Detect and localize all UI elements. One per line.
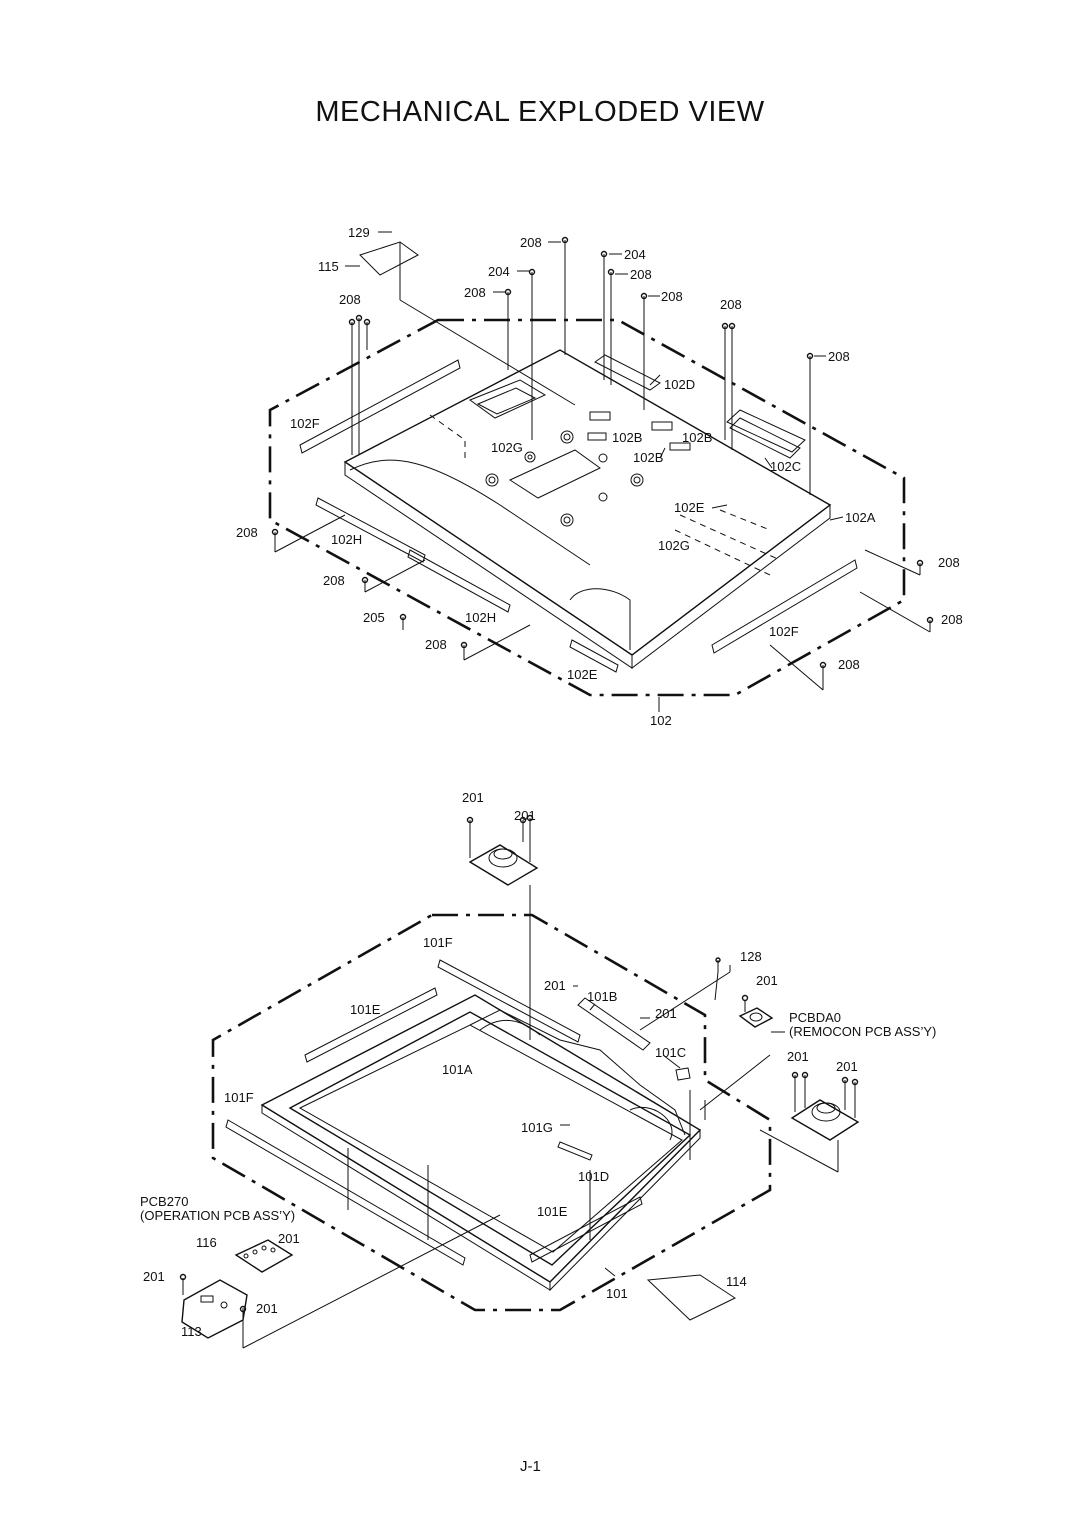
callout-102B: 102B: [633, 450, 664, 465]
front-cabinet-101: [262, 995, 700, 1290]
callout-101A: 101A: [442, 1062, 473, 1077]
callout-204: 204: [624, 247, 646, 262]
callout-102B: 102B: [612, 430, 643, 445]
callout-208: 208: [323, 573, 345, 588]
callout-201: 201: [655, 1006, 677, 1021]
callout-102E: 102E: [567, 667, 598, 682]
strip-102F-left: [300, 360, 460, 453]
upper-assembly-outline: [270, 320, 904, 695]
callout-102H: 102H: [331, 532, 363, 547]
callout-102C: 102C: [770, 459, 802, 474]
callout-201: 201: [787, 1049, 809, 1064]
callout-102: 102: [650, 713, 672, 728]
callout-101E: 101E: [537, 1204, 568, 1219]
callout-102G: 102G: [491, 440, 523, 455]
callout-pcbda0: PCBDA0: [789, 1010, 842, 1025]
callout-201: 201: [256, 1301, 278, 1316]
callout-208: 208: [464, 285, 486, 300]
page-title: MECHANICAL EXPLODED VIEW: [315, 96, 765, 128]
callout-102B: 102B: [682, 430, 713, 445]
callout-102E: 102E: [674, 500, 705, 515]
callout-208: 208: [938, 555, 960, 570]
callout-201: 201: [462, 790, 484, 805]
callout-208: 208: [661, 289, 683, 304]
callout-208: 208: [828, 349, 850, 364]
callout-102A: 102A: [845, 510, 876, 525]
callout-208: 208: [720, 297, 742, 312]
callout-101F: 101F: [423, 935, 453, 950]
callout-101D: 101D: [578, 1169, 610, 1184]
operation-pcb: [181, 1215, 501, 1348]
page-number: J-1: [520, 1458, 541, 1475]
callout-208: 208: [339, 292, 361, 307]
callout-208: 208: [425, 637, 447, 652]
callout-114: 114: [726, 1274, 747, 1289]
strip-102H-a: [316, 498, 425, 562]
callout-208: 208: [630, 267, 652, 282]
callout-pcb270: PCB270: [140, 1194, 189, 1209]
upper-callouts: [236, 225, 963, 728]
bracket-101B: [578, 998, 650, 1050]
strip-101D: [558, 1142, 592, 1160]
speaker-right: [792, 1073, 858, 1141]
callout-208: 208: [838, 657, 860, 672]
upper-assembly: [270, 232, 933, 712]
callout-102F: 102F: [769, 624, 799, 639]
sheet-114: [648, 1275, 735, 1320]
callout-208: 208: [236, 525, 258, 540]
callout-116: 116: [196, 1235, 217, 1250]
callout-101: 101: [606, 1286, 628, 1301]
callout-201: 201: [278, 1231, 300, 1246]
callout-208: 208: [941, 612, 963, 627]
callout-remocon: (REMOCON PCB ASS’Y): [789, 1024, 937, 1039]
callout-129: 129: [348, 225, 370, 240]
callout-101E: 101E: [350, 1002, 381, 1017]
callout-102F: 102F: [290, 416, 320, 431]
callout-102D: 102D: [664, 377, 696, 392]
callout-101F: 101F: [224, 1090, 254, 1105]
callout-101B: 101B: [587, 989, 618, 1004]
callout-101C: 101C: [655, 1045, 687, 1060]
callout-operation: (OPERATION PCB ASS’Y): [140, 1208, 296, 1223]
label-part-115: [360, 242, 418, 275]
bracket-101C: [676, 1068, 690, 1080]
callout-102H: 102H: [465, 610, 497, 625]
callout-205: 205: [363, 610, 385, 625]
callout-113: 113: [181, 1324, 202, 1339]
callout-115: 115: [318, 259, 339, 274]
remocon-pcb: [740, 996, 785, 1033]
callout-128: 128: [740, 949, 762, 964]
callout-201: 201: [836, 1059, 858, 1074]
callout-204: 204: [488, 264, 510, 279]
callout-102G: 102G: [658, 538, 690, 553]
callout-201: 201: [514, 808, 536, 823]
callout-201: 201: [143, 1269, 165, 1284]
lower-assembly: [181, 816, 859, 1349]
callout-208: 208: [520, 235, 542, 250]
callout-201: 201: [544, 978, 566, 993]
callout-101G: 101G: [521, 1120, 553, 1135]
callout-201: 201: [756, 973, 778, 988]
